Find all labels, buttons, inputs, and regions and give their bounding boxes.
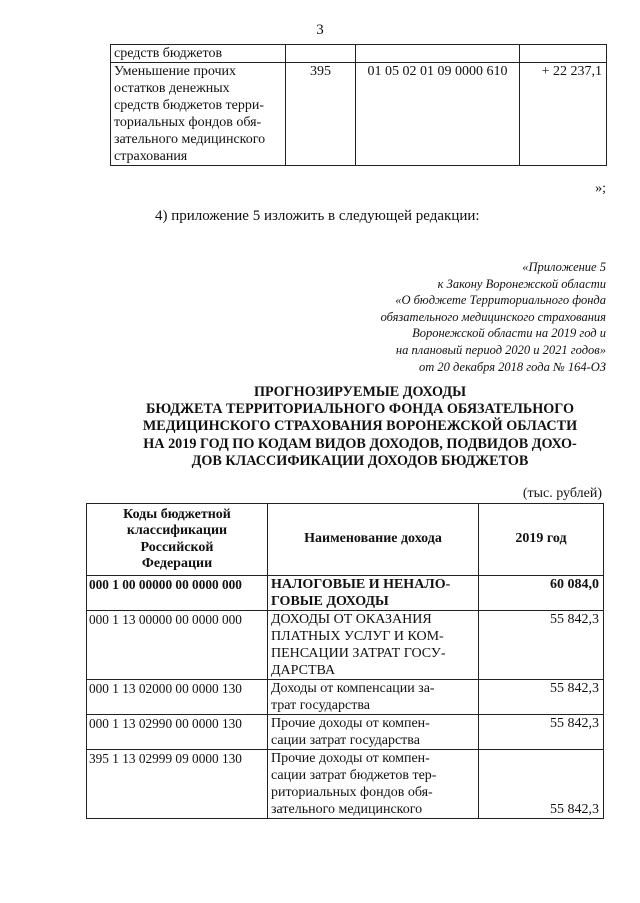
table-header-row xyxy=(87,504,604,576)
page-number: 3 xyxy=(316,22,324,38)
amount-cell: 60 084,0 xyxy=(479,576,604,611)
code-cell: 01 05 02 01 09 0000 610 xyxy=(356,63,520,166)
table-row xyxy=(87,611,604,680)
table-row xyxy=(111,63,607,166)
document-title: ПРОГНОЗИРУЕМЫЕ ДОХОДЫ БЮДЖЕТА ТЕРРИТОРИАЛЬНОГО ФОНДА ОБЯЗАТЕЛЬНОГО МЕДИЦИНСКОГО СТРАХОВАНИЯ ВОРОНЕЖСКОЙ ОБЛАСТИ НА 2019 ГОД ПО КОДАМ ВИДОВ ДОХОДОВ, ПОДВИДОВ ДОХО- ДОВ КЛАССИФИКАЦИИ ДОХОДОВ БЮДЖЕТОВ xyxy=(142,384,578,469)
name-cell: НАЛОГОВЫЕ И НЕНАЛО- ГОВЫЕ ДОХОДЫ xyxy=(268,576,479,611)
name-cell: Прочие доходы от компен- сации затрат государства xyxy=(268,715,479,750)
table-row xyxy=(87,576,604,611)
code-cell: 000 1 00 00000 00 0000 000 xyxy=(87,576,268,611)
amount-cell: + 22 237,1 xyxy=(520,63,607,166)
code-cell xyxy=(356,45,520,63)
amount-cell: 55 842,3 xyxy=(479,750,604,819)
units-label: (тыс. рублей) xyxy=(522,486,602,501)
header-name: Наименование дохода xyxy=(268,504,479,576)
admin-cell xyxy=(286,45,356,63)
amount-cell: 55 842,3 xyxy=(479,611,604,680)
code-cell: 000 1 13 02000 00 0000 130 xyxy=(87,680,268,715)
previous-table xyxy=(110,44,607,166)
table-row xyxy=(111,45,607,63)
code-cell: 000 1 13 00000 00 0000 000 xyxy=(87,611,268,680)
header-year: 2019 год xyxy=(479,504,604,576)
header-codes: Коды бюджетной классификации Российской Федерации xyxy=(87,504,268,576)
table-row xyxy=(87,750,604,819)
name-cell: Прочие доходы от компен- сации затрат бюджетов тер- риториальных фондов обя- зательного медицинского xyxy=(268,750,479,819)
name-cell: ДОХОДЫ ОТ ОКАЗАНИЯ ПЛАТНЫХ УСЛУГ И КОМ- ПЕНСАЦИИ ЗАТРАТ ГОСУ- ДАРСТВА xyxy=(268,611,479,680)
code-cell: 395 1 13 02999 09 0000 130 xyxy=(87,750,268,819)
amount-cell: 55 842,3 xyxy=(479,680,604,715)
name-cell: Доходы от компенсации за- трат государства xyxy=(268,680,479,715)
amount-cell: 55 842,3 xyxy=(479,715,604,750)
code-cell: 000 1 13 02990 00 0000 130 xyxy=(87,715,268,750)
name-cell: Уменьшение прочих остатков денежных средств бюджетов терри- ториальных фондов обя- зательного медицинского страхования xyxy=(111,63,286,166)
table-row xyxy=(87,680,604,715)
name-cell: средств бюджетов xyxy=(111,45,286,63)
closing-quote: »; xyxy=(595,181,606,196)
table-row xyxy=(87,715,604,750)
admin-cell: 395 xyxy=(286,63,356,166)
instruction-text: 4) приложение 5 изложить в следующей редакции: xyxy=(155,208,480,224)
appendix-reference: «Приложение 5 к Закону Воронежской области «О бюджете Территориального фонда обязательного медицинского страхования Воронежской области на 2019 год и на плановый период 2020 и 2021 годов» от 20 декабря 2018 года № 164-ОЗ xyxy=(380,260,606,374)
amount-cell xyxy=(520,45,607,63)
income-table xyxy=(86,503,604,819)
